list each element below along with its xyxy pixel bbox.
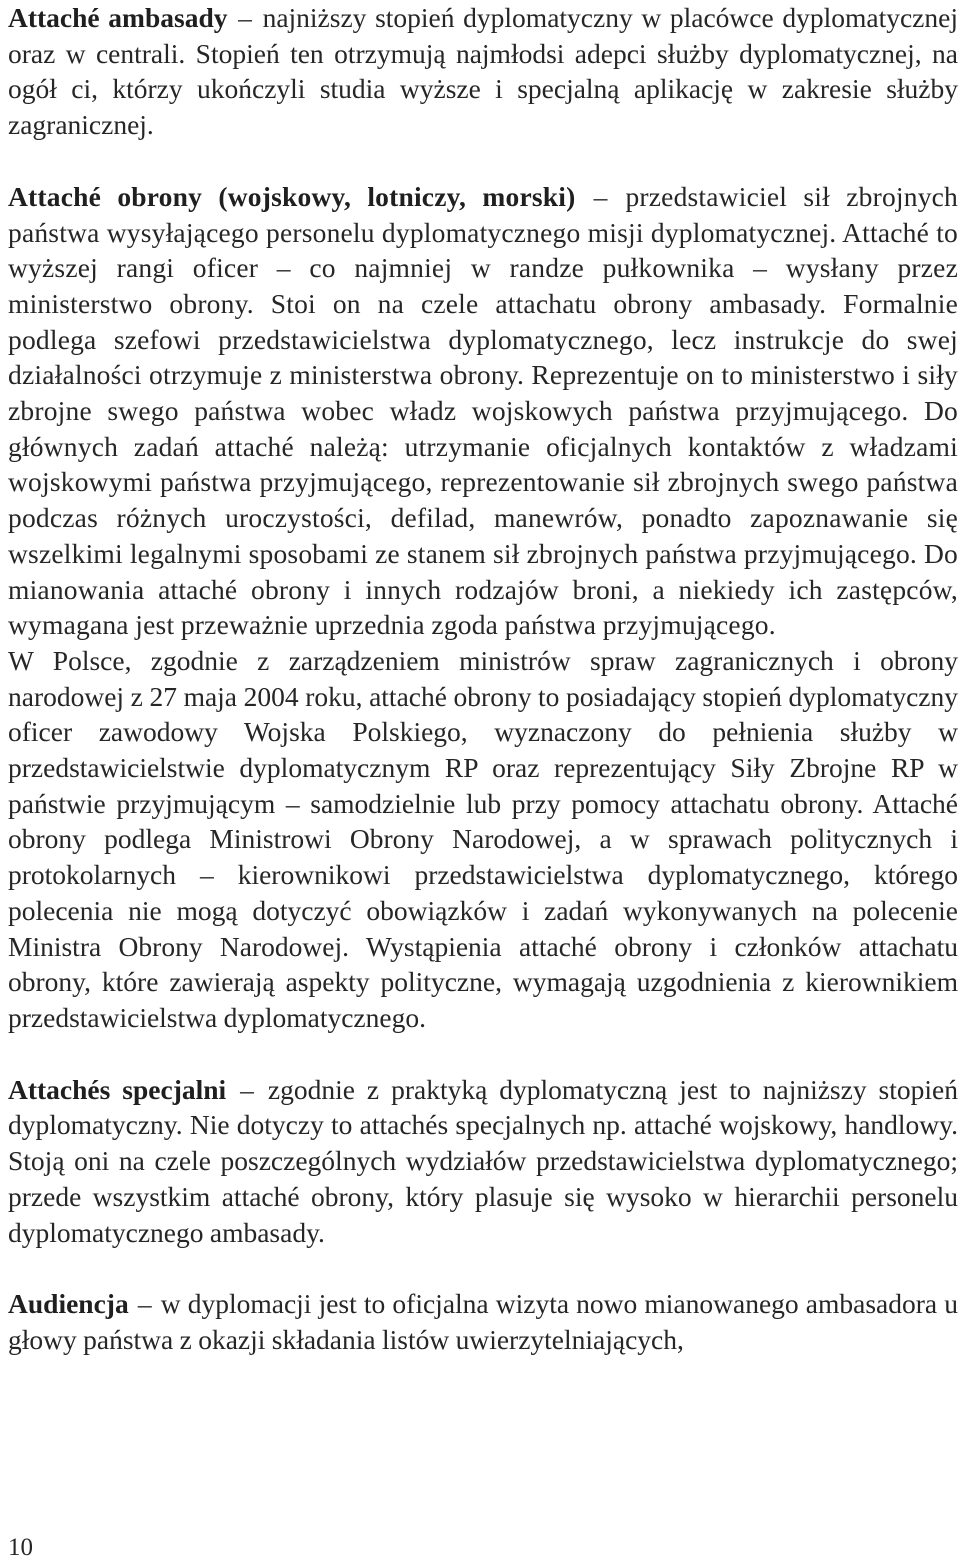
entry-attache-obrony [8,179,958,643]
page-number: 10 [8,1534,33,1561]
document-page [8,0,958,1358]
entry-term: Attachés specjalni [8,1073,227,1105]
entry-attache-obrony-poland [8,643,958,1036]
entry-attaches-specjalni [8,1072,958,1251]
entry-term: Attaché ambasady [8,2,228,33]
entry-term: Attaché obrony (wojskowy, lotniczy, morski) [8,180,576,212]
entry-definition-continued: W Polsce, zgodnie z zarządzeniem ministrów spraw zagranicznych i obrony narodowej z 27 maja 2004 roku, attaché obrony to posiadający stopień dyplomatyczny oficer zawodowy Wojska Polskiego, wyznaczony do pełnienia służby w przedstawicielstwie dyplomatycznym RP oraz reprezentujący Siły Zbrojne RP w państwie przyjmującym – samodzielnie lub przy pomocy attachatu obrony. Attaché obrony podlega Ministrowi Obrony Narodowej, a w sprawach politycznych i protokolarnych – kierownikowi przedstawicielstwa dyplomatycznego, którego polecenia nie mogą dotyczyć obowiązków i zadań wykonywanych na polecenie Ministra Obrony Narodowej. Wystąpienia attaché obrony i członków attachatu obrony, które zawierają aspekty polityczne, wymagają uzgodnienia z kierownikiem przedstawicielstwa dyplomatycznego. [8,644,958,1033]
entry-audiencja [8,1286,958,1357]
entry-dash: – [137,1288,152,1320]
entry-definition: przedstawiciel sił zbrojnych państwa wysyłającego personelu dyplomatycznego misji dyplomatycznej. Attaché to wyższej rangi oficer – co najmniej w randze pułkownika – wysłany przez ministerstwo obrony. Stoi on na czele attachatu obrony ambasady. Formalnie podlega szefowi przedstawicielstwa dyplomatycznego, lecz instrukcje do swej działalności otrzymuje z ministerstwa obrony. Reprezentuje on to ministerstwo i siły zbrojne swego państwa wobec władz wojskowych państwa przyjmującego. Do głównych zadań attaché należą: utrzymanie oficjalnych kontaktów z władzami wojskowymi państwa przyjmującego, reprezentowanie sił zbrojnych swego państwa podczas różnych uroczystości, defilad, manewrów, ponadto zapoznawanie się wszelkimi legalnymi sposobami ze stanem sił zbrojnych państwa przyjmującego. Do mianowania attaché obrony i innych rodzajów broni, a niekiedy ich zastępców, wymagana jest przeważnie uprzednia zgoda państwa przyjmującego. [8,180,959,641]
entry-attache-ambasady [8,0,958,143]
entry-dash: – [238,2,252,33]
entry-definition: w dyplomacji jest to oficjalna wizyta nowo mianowanego ambasadora u głowy państwa z okazji składania listów uwierzytelniających, [8,1288,959,1355]
entry-definition: zgodnie z praktyką dyplomatyczną jest to najniższy stopień dyplomatyczny. Nie dotyczy to attachés specjalnych np. attaché wojskowy, handlowy. Stoją oni na czele poszczególnych wydziałów przedstawicielstwa dyplomatycznego; przede wszystkim attaché obrony, który plasuje się wysoko w hierarchii personelu dyplomatycznego ambasady. [8,1073,958,1248]
entry-dash: – [240,1073,254,1105]
entry-term: Audiencja [8,1288,129,1320]
entry-definition: najniższy stopień dyplomatyczny w placówce dyplomatycznej oraz w centrali. Stopień ten otrzymują najmłodsi adepci służby dyplomatycznej, na ogół ci, którzy ukończyli studia wyższe i specjalną aplikację w zakresie służby zagranicznej. [8,2,958,141]
entry-dash: – [593,180,608,212]
